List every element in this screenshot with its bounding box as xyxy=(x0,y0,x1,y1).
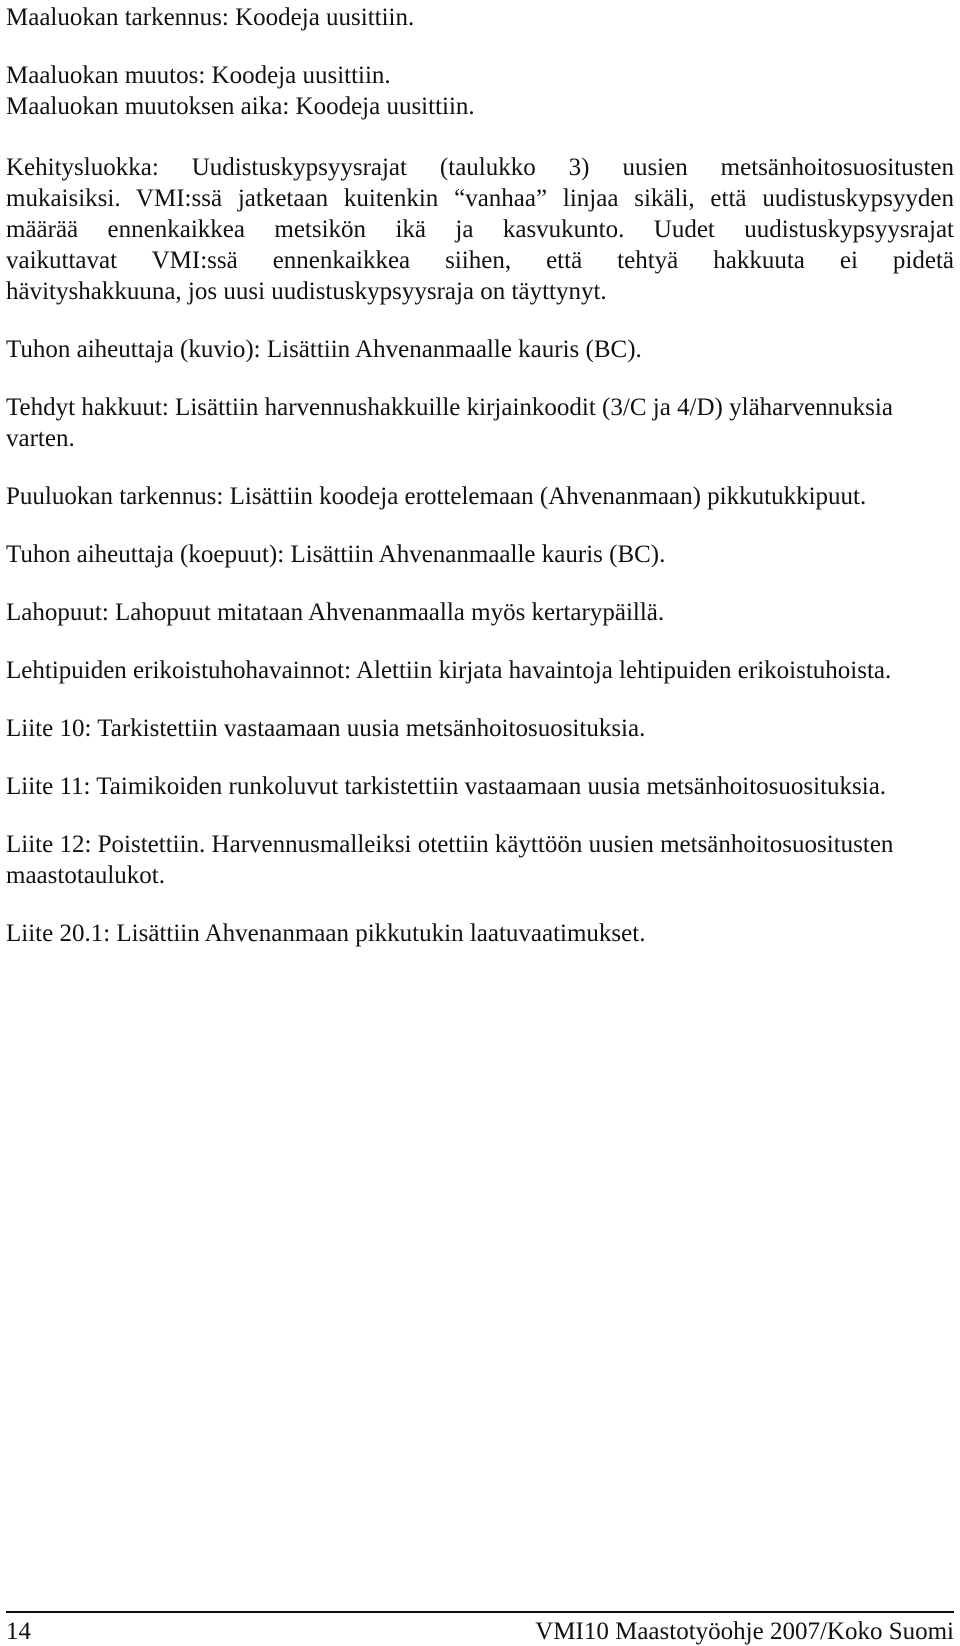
footer-document-title: VMI10 Maastotyöohje 2007/Koko Suomi xyxy=(535,1618,954,1645)
page-number: 14 xyxy=(6,1618,31,1645)
text-line: Liite 10: Tarkistettiin vastaamaan uusia metsänhoitosuosituksia. xyxy=(6,715,646,742)
text-line: varten. xyxy=(6,425,75,452)
text-line: Liite 12: Poistettiin. Harvennusmalleiksi otettiin käyttöön uusien metsänhoitosuositusten xyxy=(6,831,894,858)
text-line: Liite 20.1: Lisättiin Ahvenanmaan pikkutukin laatuvaatimukset. xyxy=(6,920,646,947)
text-line: Maaluokan tarkennus: Koodeja uusittiin. xyxy=(6,4,415,31)
paragraph-appendix-20-1 xyxy=(6,918,954,949)
text-line: vaikuttavat VMI:ssä ennenkaikkea siihen, että tehtyä hakkuuta ei pidetä xyxy=(6,247,954,274)
paragraph-executed-cuttings xyxy=(6,392,954,454)
text-line: Kehitysluokka: Uudistuskypsyysrajat (taulukko 3) uusien metsänhoitosuositusten xyxy=(6,154,954,181)
text-line: Tuhon aiheuttaja (kuvio): Lisättiin Ahvenanmaalle kauris (BC). xyxy=(6,336,642,363)
text-line: määrää ennenkaikkea metsikön ikä ja kasvukunto. Uudet uudistuskypsyysrajat xyxy=(6,216,954,243)
paragraph-development-class xyxy=(6,152,954,307)
text-line: Maaluokan muutos: Koodeja uusittiin. xyxy=(6,62,391,89)
text-line: Lehtipuiden erikoistuhohavainnot: Alettiin kirjata havaintoja lehtipuiden erikoistuhoista. xyxy=(6,657,892,684)
text-line: mukaisiksi. VMI:ssä jatketaan kuitenkin “vanhaa” linjaa sikäli, että uudistuskypsyyden xyxy=(6,185,954,212)
text-line: Puuluokan tarkennus: Lisättiin koodeja erottelemaan (Ahvenanmaan) pikkutukkipuut. xyxy=(6,483,867,510)
paragraph-broadleaf-damage-observations xyxy=(6,655,954,686)
footer-divider xyxy=(6,1611,954,1613)
paragraph-dead-wood xyxy=(6,597,954,628)
text-line: hävityshakkuuna, jos uusi uudistuskypsyysraja on täyttynyt. xyxy=(6,278,607,305)
text-line: Maaluokan muutoksen aika: Koodeja uusittiin. xyxy=(6,93,475,120)
paragraph-damage-agent-stand xyxy=(6,334,954,365)
text-line: maastotaulukot. xyxy=(6,862,165,889)
paragraph-appendix-12 xyxy=(6,829,954,891)
text-line: Tehdyt hakkuut: Lisättiin harvennushakkuille kirjainkoodit (3/C ja 4/D) yläharvennuksia xyxy=(6,394,893,421)
paragraph-land-class-refinement xyxy=(6,2,954,33)
paragraph-appendix-11 xyxy=(6,771,954,802)
paragraph-damage-agent-sample-trees xyxy=(6,539,954,570)
paragraph-tree-class-refinement xyxy=(6,481,954,512)
paragraph-appendix-10 xyxy=(6,713,954,744)
paragraph-land-class-change xyxy=(6,60,954,122)
text-line: Liite 11: Taimikoiden runkoluvut tarkistettiin vastaamaan uusia metsänhoitosuosituksia. xyxy=(6,773,887,800)
text-line: Tuhon aiheuttaja (koepuut): Lisättiin Ahvenanmaalle kauris (BC). xyxy=(6,541,666,568)
text-line: Lahopuut: Lahopuut mitataan Ahvenanmaalla myös kertarypäillä. xyxy=(6,599,665,626)
